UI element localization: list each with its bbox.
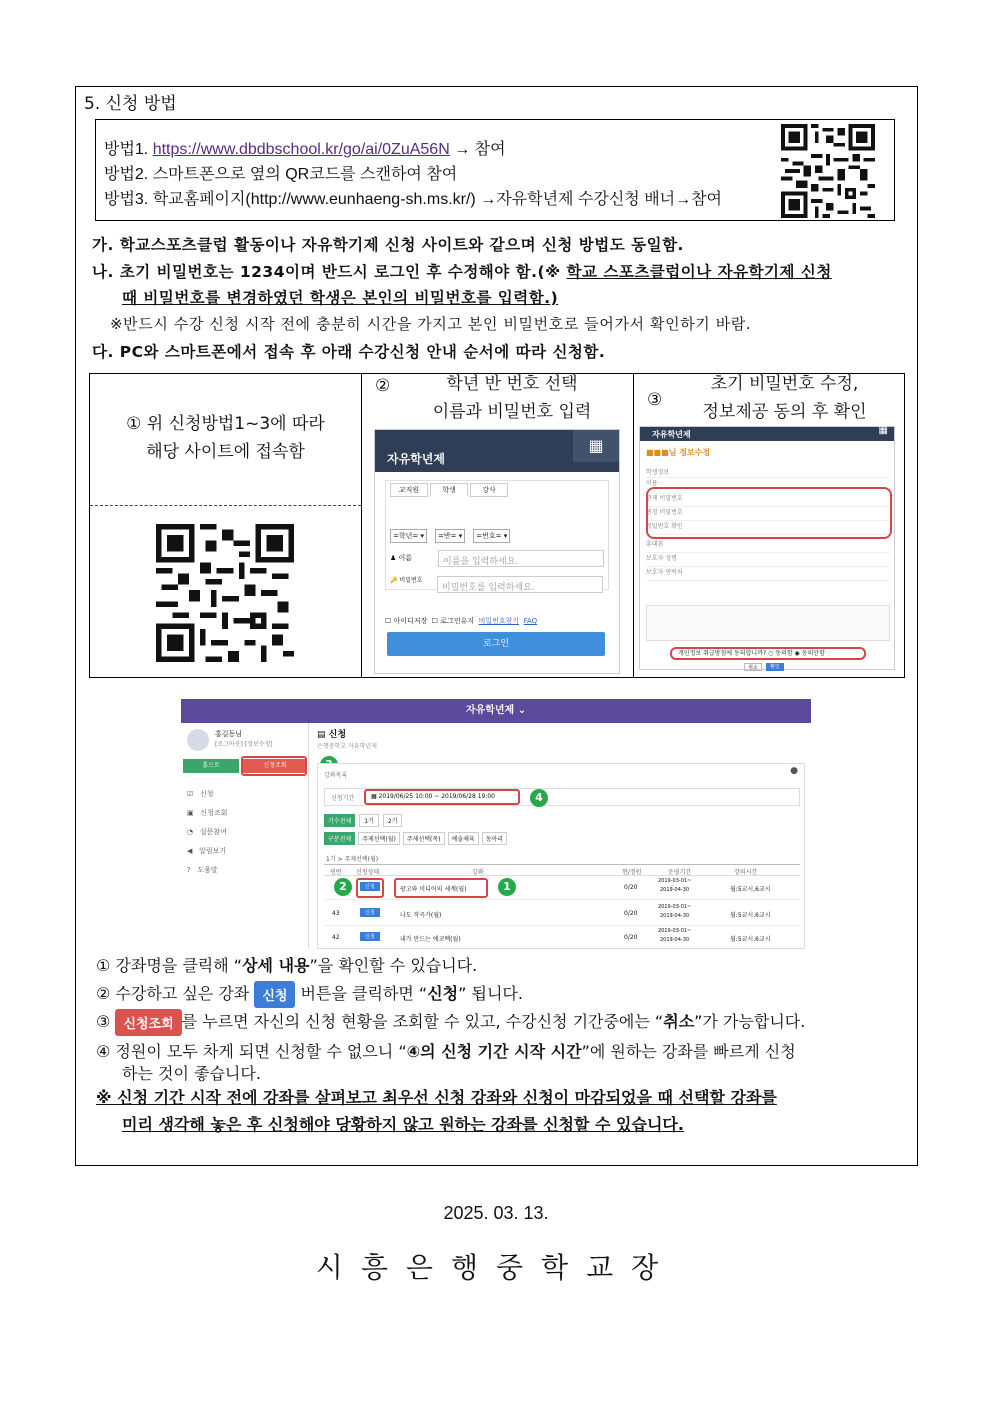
instruction-3-mid: 를 누르면 자신의 신청 현황을 조회할 수 있고, 수강신청 기간중에는 “ xyxy=(181,1012,664,1031)
row-count: 0/20 xyxy=(624,910,638,917)
document-date: 2025. 03. 13. xyxy=(443,1203,549,1223)
page-title: ▤ 신청 xyxy=(317,730,347,740)
page-title-text: 신청 xyxy=(328,730,347,740)
sidebar-item-label: 도움말 xyxy=(197,866,218,874)
user-links[interactable]: [로그아웃] [정보수정] xyxy=(215,741,273,748)
instruction-2-suffix: ” 됩니다. xyxy=(458,984,523,1003)
bullet-na-underline-1: 학교 스포츠클럽이나 자유학기제 신청 xyxy=(566,263,832,281)
course-panel xyxy=(317,763,805,949)
col-period: 운영기간 xyxy=(668,869,692,876)
bullet-da: 다. PC와 스마트폰에서 접속 후 아래 수강신청 안내 순서에 따라 신청함. xyxy=(92,343,606,361)
login-screenshot xyxy=(374,429,620,674)
instruction-3-bold: 취소 xyxy=(663,1012,695,1031)
keep-login-label: 로그인유지 xyxy=(440,617,475,625)
number-select[interactable]: =번호= ▾ xyxy=(473,529,510,543)
row-no: 42 xyxy=(332,934,340,941)
password-fields-highlight xyxy=(646,487,892,539)
save-id-label: 아이디저장 xyxy=(393,617,428,625)
faq-link[interactable]: FAQ xyxy=(523,617,538,625)
sidebar-item-label: 신청 xyxy=(199,790,214,798)
agreement-question: 개인정보 취급방침에 동의합니까? xyxy=(678,650,767,657)
login-tabs xyxy=(390,483,508,497)
password-label-text: 비밀번호 xyxy=(399,577,423,584)
period-value: ▦ 2019/06/25 10:00 ~ 2019/06/28 19:00 xyxy=(371,793,495,800)
course-highlight xyxy=(394,878,488,898)
login-header xyxy=(375,430,619,472)
method-1-prefix: 방법1. xyxy=(104,141,153,158)
course-name[interactable]: 광고와 미디어의 세계(월) xyxy=(400,886,467,893)
form-row: 현재 비밀번호 xyxy=(646,493,890,507)
apply-chip: 신청 xyxy=(254,981,295,1008)
agree-yes-radio[interactable]: ○ 동의함 xyxy=(768,650,793,657)
sidebar-item-label: 신청조회 xyxy=(200,809,228,817)
keep-login-checkbox[interactable]: ☐ 로그인유지 xyxy=(431,617,475,625)
step-1-caption xyxy=(90,410,361,466)
bullet-na xyxy=(92,260,832,282)
step-3-number: ③ xyxy=(647,390,663,410)
row-time: 월:5교시,6교시 xyxy=(730,936,771,943)
agree-no-label: 동의안함 xyxy=(801,650,825,657)
row-period-start: 2019-03-01~ xyxy=(658,878,692,884)
login-panel xyxy=(385,480,609,590)
tab-staff[interactable]: 교직원 xyxy=(390,483,428,497)
login-options xyxy=(385,616,537,626)
sidebar-item-help[interactable]: ? 도움말 xyxy=(187,866,218,874)
section-title: 5. 신청 방법 xyxy=(84,94,177,114)
row-period-start: 2019-03-01~ xyxy=(658,928,692,934)
divider xyxy=(90,505,361,506)
period-highlight xyxy=(364,789,520,805)
period-label: 신청기간 xyxy=(331,795,355,802)
password-label: 🔑 비밀번호 xyxy=(390,577,423,584)
course-name[interactable]: 나도 작곡가(월) xyxy=(400,912,442,919)
profile-edit-screenshot xyxy=(639,426,895,670)
tab-instructor[interactable]: 강사 xyxy=(470,483,508,497)
method-1 xyxy=(104,136,506,159)
col-no: 연번 xyxy=(330,869,342,876)
inquiry-button[interactable]: 신청조회 xyxy=(243,759,307,773)
name-label-text: 이름 xyxy=(398,554,413,562)
marker-2: 2 xyxy=(334,878,352,896)
row-period-end: 2019-04-30 xyxy=(660,887,690,893)
class-select-value: =반= xyxy=(438,532,457,540)
instruction-1-suffix: ”을 확인할 수 있습니다. xyxy=(309,956,478,975)
inquiry-highlight xyxy=(241,756,307,776)
marker-4: 4 xyxy=(530,789,548,807)
bullet-na-cont xyxy=(122,286,558,308)
instruction-3 xyxy=(96,1009,805,1036)
sidebar-item-label: 설문참여 xyxy=(199,828,227,836)
survey-link[interactable]: https://www.dbdbschool.kr/go/ai/0ZuA56N xyxy=(152,141,450,158)
sidebar-item-survey[interactable]: ◔ 설문참여 xyxy=(187,828,227,836)
agree-no-radio[interactable]: ◉ 동의안함 xyxy=(794,650,825,657)
step-2-line-1: 학년 반 번호 선택 xyxy=(446,374,578,394)
methods-box xyxy=(95,119,895,221)
agreement-row xyxy=(678,648,825,657)
instruction-2-prefix: ② 수강하고 싶은 강좌 xyxy=(96,984,255,1003)
term-tabs xyxy=(324,814,402,827)
sidebar-item-inquiry[interactable]: ▣ 신청조회 xyxy=(187,809,228,817)
confirm-button[interactable]: 확인 xyxy=(766,663,784,671)
steps-grid xyxy=(89,373,905,678)
apply-button[interactable]: 신청 xyxy=(360,908,380,917)
table-row xyxy=(324,926,800,950)
col-time: 강의시간 xyxy=(734,869,758,876)
bullet-na-prefix: 나. 초기 비밀번호는 1234이며 반드시 로그인 후 수정해야 함.(※ xyxy=(92,263,567,281)
method-3: 방법3. 학교홈페이지(http://www.eunhaeng-sh.ms.kr/) →자유학년제 수강신청 배너→참여 xyxy=(104,191,723,208)
period-value-text: 2019/06/25 10:00 ~ 2019/06/28 19:00 xyxy=(378,793,495,800)
policy-textbox[interactable] xyxy=(646,605,890,641)
instruction-4 xyxy=(96,1039,796,1062)
row-period-end: 2019-04-30 xyxy=(660,937,690,943)
app-top-bar[interactable]: 자유학년제 ⌄ xyxy=(181,699,811,723)
term-tab-1[interactable]: 1기 xyxy=(359,814,379,827)
user-name: 홍길동님 xyxy=(215,730,243,738)
instruction-3-number: ③ xyxy=(96,1012,116,1031)
step-2-number: ② xyxy=(375,376,391,396)
row-period-start: 2019-03-01~ xyxy=(658,904,692,910)
instruction-4-line-2: 하는 것이 좋습니다. xyxy=(122,1064,261,1083)
row-no: 43 xyxy=(332,910,340,917)
sidebar-item-label: 알림보기 xyxy=(199,847,227,855)
cancel-button[interactable]: 취소 xyxy=(744,663,762,671)
warning-line-1 xyxy=(96,1085,777,1108)
col-course: 강좌 xyxy=(472,869,484,876)
class-select[interactable]: =반= ▾ xyxy=(435,529,465,543)
course-list-label: 강좌목록 xyxy=(324,772,348,779)
col-status: 신청상태 xyxy=(356,869,380,876)
step-1-line-1: ① 위 신청방법1~3에 따라 xyxy=(126,414,325,434)
name-input[interactable]: 이름을 입력하세요. xyxy=(438,550,604,567)
application-screenshot xyxy=(181,699,811,949)
login-button[interactable]: 로그인 xyxy=(387,632,605,656)
grade-select-value: =학년= xyxy=(393,532,419,540)
app-sidebar xyxy=(181,723,309,949)
method-2: 방법2. 스마트폰으로 옆의 QR코드를 스캔하여 참여 xyxy=(104,166,458,183)
inquiry-chip: 신청조회 xyxy=(115,1009,181,1036)
grade-select[interactable]: =학년= ▾ xyxy=(390,529,427,543)
form-row: 비밀번호 확인 xyxy=(646,521,890,535)
help-icon[interactable]: ● xyxy=(790,766,798,776)
row-time: 월:5교시,6교시 xyxy=(730,886,771,893)
apply-highlight xyxy=(356,878,384,898)
col-count: 현/정원 xyxy=(622,869,642,876)
name-label: ♟ 이름 xyxy=(390,554,413,562)
form-row: 보호자 연락처 xyxy=(646,567,890,581)
grid-menu-icon[interactable]: ▦ xyxy=(878,425,888,436)
table-row xyxy=(324,902,800,926)
instruction-1 xyxy=(96,953,477,976)
form-row: 학생정보 xyxy=(646,467,890,478)
bullet-ga: 가. 학교스포츠클럽 활동이나 자유학기제 신청 사이트와 같으며 신청 방법도 동일함. xyxy=(92,236,684,254)
select-row xyxy=(390,529,510,543)
password-input[interactable]: 비밀번호를 입력하세요. xyxy=(437,576,603,593)
form-row: 이름 xyxy=(646,478,890,489)
row-time: 월:5교시,6교시 xyxy=(730,912,771,919)
avatar xyxy=(187,729,209,751)
sidebar-menu xyxy=(187,785,227,880)
category-tab[interactable]: 주제선택(목) xyxy=(403,832,445,845)
application-guide-frame xyxy=(75,86,918,1166)
marker-1: 1 xyxy=(498,878,516,896)
course-name[interactable]: 내가 만드는 에코백(월) xyxy=(400,936,461,943)
step-2-line-2: 이름과 비밀번호 입력 xyxy=(432,402,592,422)
row-count: 0/20 xyxy=(624,884,638,891)
method-1-suffix: → 참여 xyxy=(449,141,506,158)
row-count: 0/20 xyxy=(624,934,638,941)
step-2-caption xyxy=(361,370,633,426)
form-row: 변경 비밀번호 xyxy=(646,507,890,521)
qr-code-icon xyxy=(156,524,294,662)
page-subtitle: 은행중학교 자유학년제 xyxy=(317,743,377,750)
breadcrumb: 1기 > 주제선택(월) xyxy=(326,856,379,863)
category-tab[interactable]: 예술체육 xyxy=(448,832,479,845)
bullet-na-underline-2: 때 비밀번호를 변경하였던 학생은 본인의 비밀번호를 입력함.) xyxy=(122,289,559,307)
category-tab[interactable]: 동아리 xyxy=(482,832,507,845)
warning-line-1-text: ※ 신청 기간 시작 전에 강좌를 살펴보고 최우선 신청 강좌와 신청이 마감되었을 때 선택할 강좌를 xyxy=(96,1088,777,1107)
term-tab-2[interactable]: 2기 xyxy=(383,814,403,827)
number-select-value: =번호= xyxy=(476,532,502,540)
instruction-1-bold: 상세 내용 xyxy=(242,956,310,975)
row-period-end: 2019-04-30 xyxy=(660,913,690,919)
form-row: 휴대폰 xyxy=(646,539,890,553)
category-tabs xyxy=(324,832,507,845)
instruction-1-prefix: ① 강좌명을 클릭해 “ xyxy=(96,956,243,975)
category-tab[interactable]: 구분전체 xyxy=(324,832,355,845)
grid-menu-icon[interactable]: ▦ xyxy=(573,430,619,462)
tab-student[interactable]: 학생 xyxy=(430,483,468,497)
profile-title: 자유학년제 xyxy=(652,430,691,439)
apply-button[interactable]: 신청 xyxy=(360,882,380,891)
profile-header xyxy=(640,427,894,441)
agree-yes-label: 동의함 xyxy=(775,650,793,657)
login-title: 자유학년제 xyxy=(387,452,445,466)
term-tab-all[interactable]: 기수전체 xyxy=(324,814,355,827)
apply-button[interactable]: 신청 xyxy=(360,932,380,941)
instruction-2-mid: 버튼을 클릭하면 “ xyxy=(295,984,428,1003)
step-1-line-2: 해당 사이트에 접속함 xyxy=(146,442,305,462)
step-3-line-2: 정보제공 동의 후 확인 xyxy=(702,402,867,422)
instruction-2-bold: 신청 xyxy=(427,984,459,1003)
profile-heading-text: 님 정보수정 xyxy=(668,448,711,457)
profile-heading: ■■■님 정보수정 xyxy=(646,448,711,457)
category-tab[interactable]: 주제선택(월) xyxy=(358,832,400,845)
find-password-link[interactable]: 비밀번호찾기 xyxy=(478,617,520,625)
table-header xyxy=(324,864,800,876)
sidebar-item-apply[interactable]: ☑ 신청 xyxy=(187,790,214,798)
qr-code-icon xyxy=(781,124,875,218)
warning-line-2-text: 미리 생각해 놓은 후 신청해야 당황하지 않고 원하는 강좌를 신청할 수 있습니다. xyxy=(122,1115,684,1134)
instruction-3-suffix: ”가 가능합니다. xyxy=(694,1012,806,1031)
instruction-4-suffix: ”에 원하는 강좌를 빠르게 신청 xyxy=(581,1042,796,1061)
step-3-line-1: 초기 비밀번호 수정, xyxy=(710,374,859,394)
instruction-4-bold: ④의 신청 기간 시작 시간 xyxy=(406,1042,582,1061)
note-text: ※반드시 수강 신청 시작 전에 충분히 시간을 가지고 본인 비밀번호로 들어가서 확인하기 바람. xyxy=(110,315,752,333)
save-id-checkbox[interactable]: ☐ 아이디저장 xyxy=(385,617,428,625)
step-3-caption xyxy=(633,370,906,426)
sidebar-item-notices[interactable]: ◀ 알림보기 xyxy=(187,847,227,855)
instruction-2 xyxy=(96,981,523,1008)
warning-line-2 xyxy=(122,1112,684,1135)
form-row: 보호자 성명 xyxy=(646,553,890,567)
instruction-4-prefix: ④ 정원이 모두 차게 되면 신청할 수 없으니 “ xyxy=(96,1042,407,1061)
home-button[interactable]: 홈으로 xyxy=(183,759,239,773)
signer: 시흥은행중학교장 xyxy=(315,1251,677,1284)
